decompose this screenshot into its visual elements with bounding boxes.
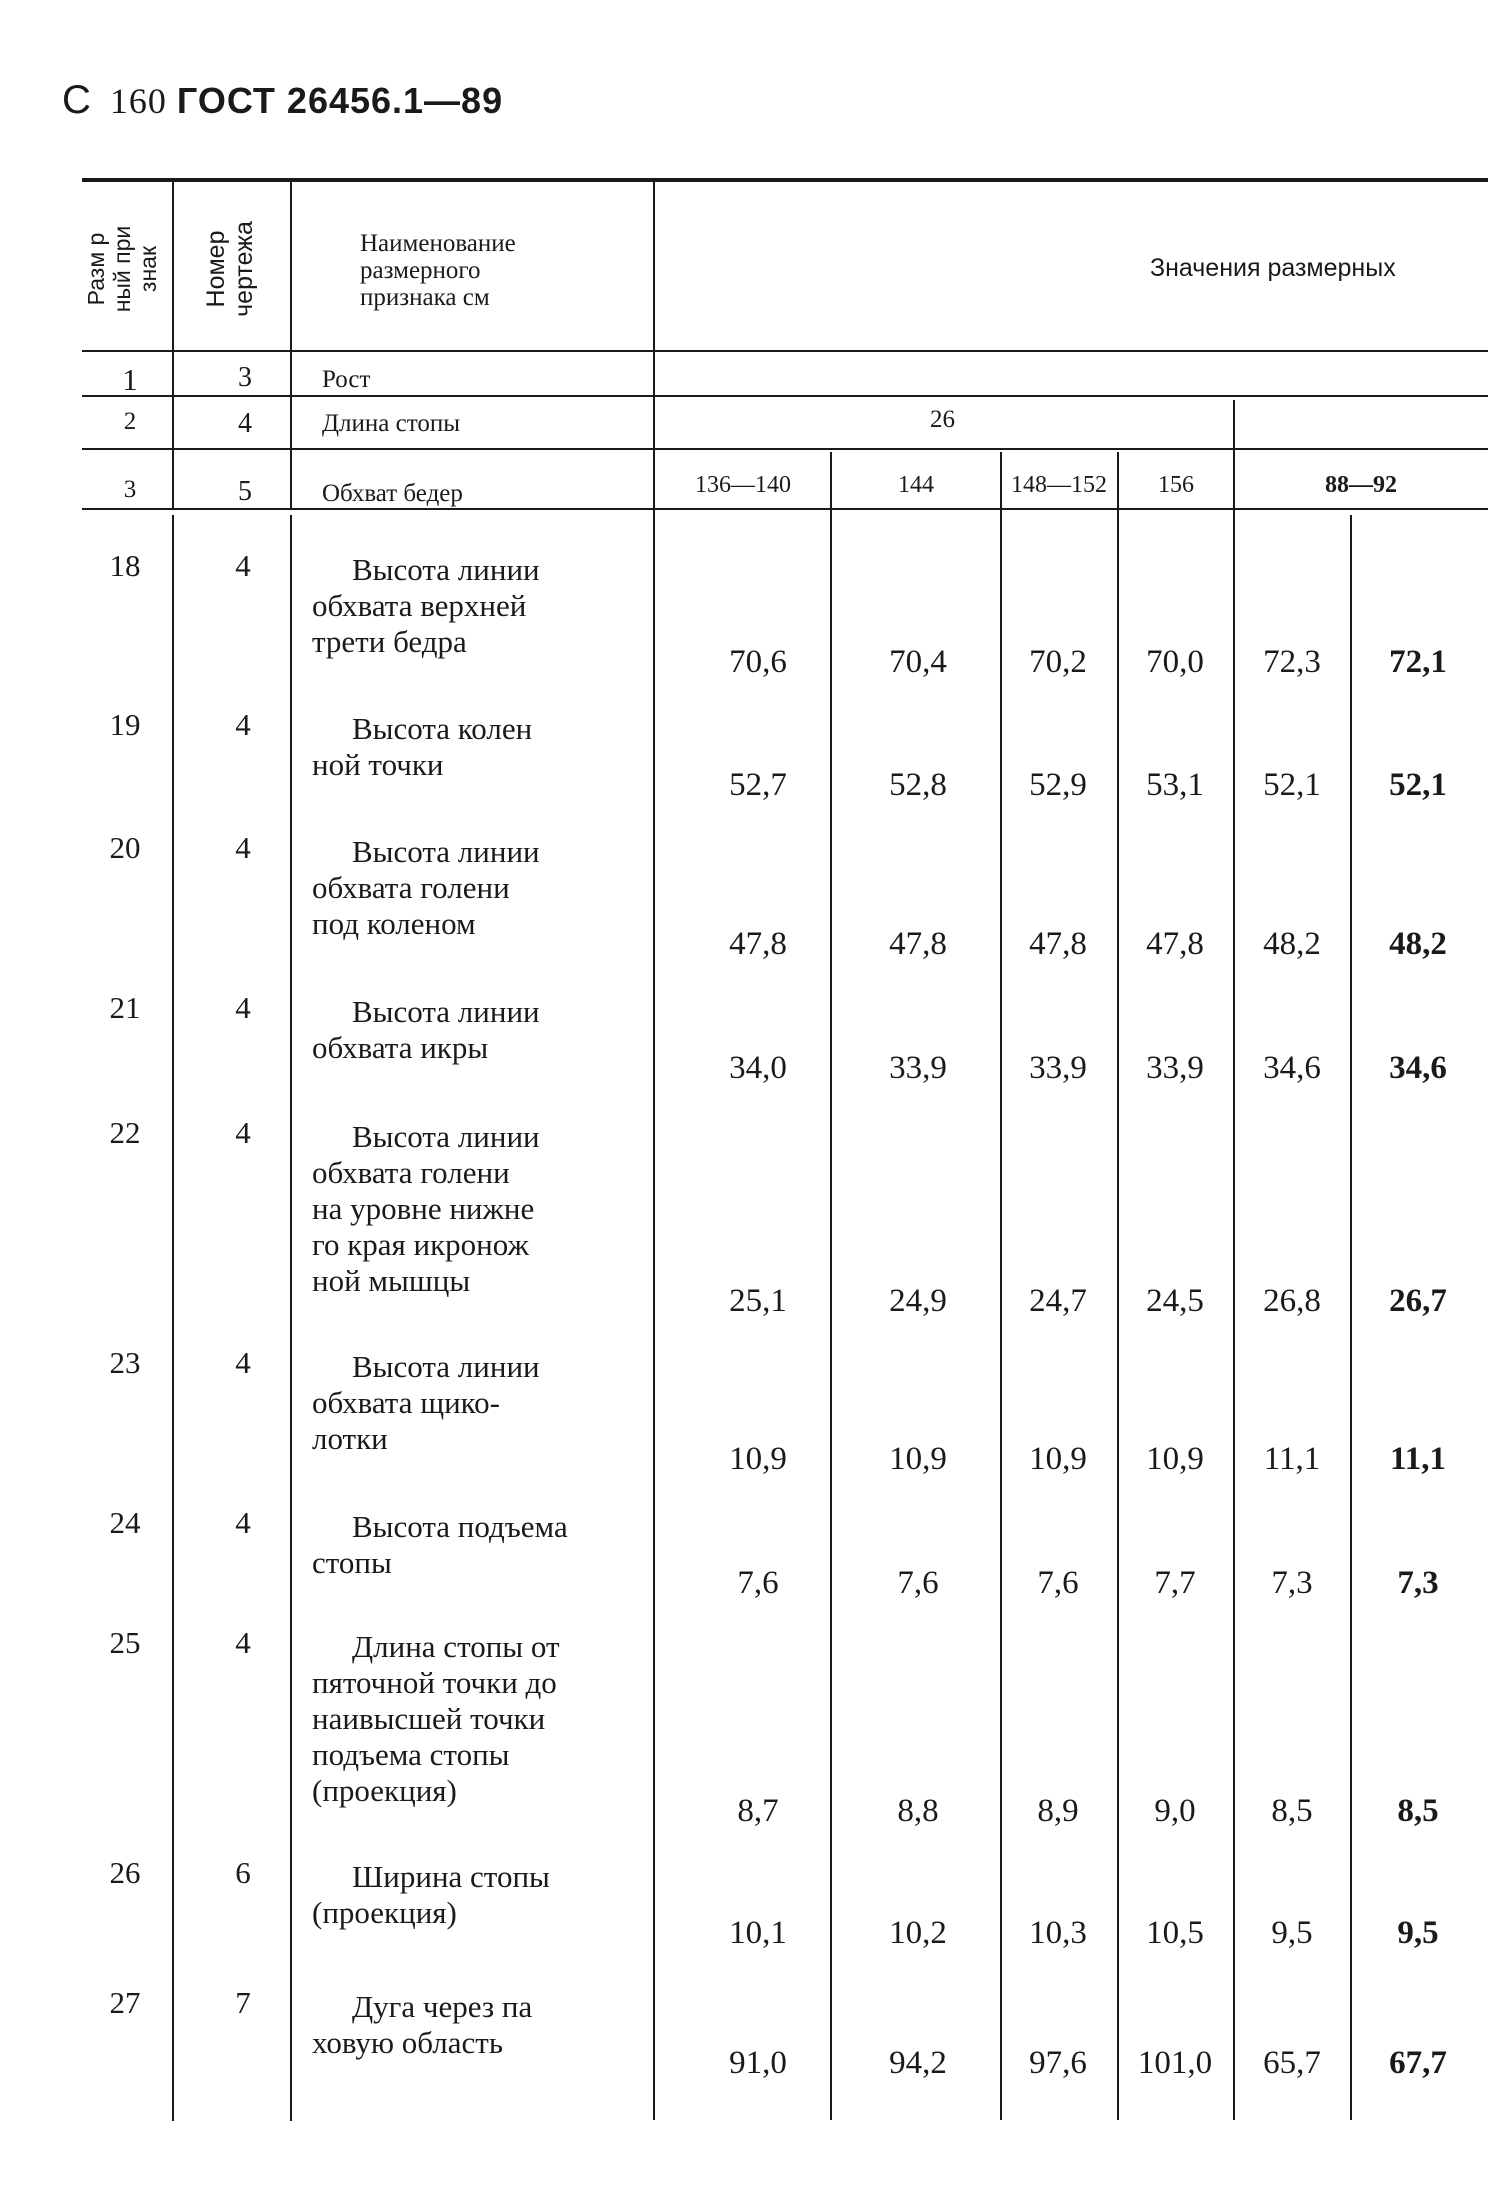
- row-number: 20: [109, 830, 141, 865]
- row-value: 47,8: [889, 926, 947, 962]
- row-value: 91,0: [729, 2045, 787, 2081]
- row-name-line: стопы: [312, 1545, 392, 1580]
- row-number: 27: [109, 1985, 141, 2020]
- row-value: 48,2: [1389, 926, 1447, 962]
- page-header: [62, 78, 503, 123]
- row-value: 67,7: [1389, 2045, 1447, 2081]
- row-value: 25,1: [729, 1283, 787, 1319]
- row-value: 8,5: [1271, 1793, 1313, 1829]
- row-name-line: Высота линии: [352, 1119, 540, 1154]
- row-number: 23: [109, 1345, 141, 1380]
- row-name-line: Высота линии: [352, 1349, 540, 1384]
- row-value: 8,9: [1037, 1793, 1079, 1829]
- param-drawing: 5: [238, 476, 252, 507]
- row-value: 52,1: [1389, 767, 1447, 803]
- col-rule: [290, 180, 292, 508]
- col-rule: [1233, 400, 1235, 440]
- row-name-line: наивысшей точки: [312, 1701, 546, 1736]
- row-value: 11,1: [1390, 1441, 1446, 1477]
- row-value: 7,7: [1154, 1565, 1196, 1601]
- row-value: 48,2: [1263, 926, 1321, 962]
- table-top-rule: [82, 178, 1488, 182]
- row-value: 9,5: [1397, 1915, 1439, 1951]
- row-rule: [82, 448, 1488, 450]
- col-rule: [172, 515, 174, 2121]
- row-value: 9,0: [1154, 1793, 1196, 1829]
- row-value: 10,2: [889, 1915, 947, 1951]
- row-drawing: 4: [235, 707, 251, 742]
- row-name-line: (проекция): [312, 1895, 457, 1930]
- row-name-line: Высота колен: [352, 711, 533, 746]
- row-value: 24,9: [889, 1283, 947, 1319]
- row-value: 11,1: [1263, 1441, 1321, 1477]
- row-number: 18: [109, 548, 141, 583]
- row-value: 9,5: [1271, 1915, 1313, 1951]
- page-number: 160: [109, 81, 167, 121]
- row-value: 33,9: [1029, 1050, 1087, 1086]
- col-header-name: Наименование размерного признака см: [360, 230, 516, 311]
- row-value: 10,5: [1146, 1915, 1204, 1951]
- row-name-line: ной точки: [312, 747, 444, 782]
- row-value: 47,8: [1146, 926, 1204, 962]
- row-value: 70,6: [729, 644, 787, 680]
- col-header-drawing: Номер чертежа: [202, 221, 258, 317]
- col-header-number: Разм р ный при знак: [83, 225, 161, 313]
- col-rule: [290, 515, 292, 2121]
- param-name: Рост: [322, 366, 371, 393]
- row-value: 34,0: [729, 1050, 787, 1086]
- row-value: 7,6: [897, 1565, 939, 1601]
- row-value: 34,6: [1263, 1050, 1321, 1086]
- param-drawing: 3: [238, 362, 252, 393]
- row-value: 8,5: [1397, 1793, 1439, 1829]
- hip-range: 156: [1158, 472, 1194, 498]
- row-drawing: 4: [235, 990, 251, 1025]
- row-name-line: го края икронож: [312, 1227, 529, 1262]
- row-value: 52,8: [889, 767, 947, 803]
- row-name-line: обхвата щико-: [312, 1385, 500, 1420]
- header-rule: [82, 350, 1488, 352]
- row-name-line: обхвата верхней: [312, 588, 527, 623]
- row-name-line: ной мышцы: [312, 1263, 471, 1298]
- row-value: 52,7: [729, 767, 787, 803]
- param-num: 3: [123, 476, 137, 503]
- row-value: 7,6: [737, 1565, 779, 1601]
- col-header-values: Значения размерных: [1150, 254, 1396, 282]
- col-rule: [172, 180, 174, 508]
- row-value: 70,2: [1029, 644, 1087, 680]
- standard-title: ГОСТ 26456.1—89: [176, 80, 504, 121]
- param-name: Обхват бедер: [322, 480, 463, 507]
- row-value: 70,0: [1146, 644, 1204, 680]
- row-name-line: ховую область: [312, 2025, 503, 2060]
- row-number: 24: [109, 1505, 141, 1540]
- hip-range: 148—152: [1011, 472, 1107, 498]
- row-number: 25: [109, 1625, 141, 1660]
- row-drawing: 4: [235, 548, 251, 583]
- row-value: 34,6: [1389, 1050, 1447, 1086]
- hip-range: 136—140: [695, 472, 791, 498]
- row-value: 52,1: [1263, 767, 1321, 803]
- row-drawing: 4: [235, 1345, 251, 1380]
- col-rule: [1117, 452, 1119, 2120]
- row-value: 8,7: [737, 1793, 779, 1829]
- row-name-line: обхвата голени: [312, 870, 510, 905]
- row-name-line: Длина стопы от: [352, 1629, 560, 1664]
- row-rule: [82, 395, 1488, 397]
- row-value: 47,8: [729, 926, 787, 962]
- hip-range: 88—92: [1325, 472, 1397, 498]
- param-num: 2: [123, 408, 137, 435]
- row-value: 7,3: [1397, 1565, 1439, 1601]
- row-name-line: Высота линии: [352, 994, 540, 1029]
- row-value: 10,9: [729, 1441, 787, 1477]
- row-name-line: трети бедра: [312, 624, 467, 659]
- row-value: 24,5: [1146, 1283, 1204, 1319]
- row-drawing: 6: [235, 1855, 251, 1890]
- col-rule: [653, 180, 655, 2120]
- row-value: 53,1: [1146, 767, 1204, 803]
- row-name-line: обхвата икры: [312, 1030, 489, 1065]
- row-drawing: 4: [235, 1115, 251, 1150]
- row-value: 33,9: [889, 1050, 947, 1086]
- row-name-line: пяточной точки до: [312, 1665, 557, 1700]
- row-name-line: под коленом: [312, 906, 476, 941]
- row-drawing: 7: [235, 1985, 251, 2020]
- row-value: 10,9: [1029, 1441, 1087, 1477]
- row-value: 101,0: [1137, 2045, 1213, 2081]
- row-name-line: Дуга через па: [352, 1989, 533, 2024]
- row-number: 26: [109, 1855, 141, 1890]
- param-name: Длина стопы: [322, 410, 461, 437]
- row-value: 10,9: [889, 1441, 947, 1477]
- row-value: 10,1: [729, 1915, 787, 1951]
- row-value: 52,9: [1029, 767, 1087, 803]
- row-value: 10,9: [1146, 1441, 1204, 1477]
- row-drawing: 4: [235, 830, 251, 865]
- row-value: 72,3: [1263, 644, 1321, 680]
- row-value: 7,6: [1037, 1565, 1079, 1601]
- row-name-line: (проекция): [312, 1773, 457, 1808]
- row-value: 26,8: [1263, 1283, 1321, 1319]
- row-value: 7,3: [1271, 1565, 1313, 1601]
- row-name-line: Высота подъема: [352, 1509, 568, 1544]
- row-number: 22: [109, 1115, 141, 1150]
- row-value: 33,9: [1146, 1050, 1204, 1086]
- hip-range: 144: [898, 472, 934, 498]
- row-name-line: обхвата голени: [312, 1155, 510, 1190]
- row-value: 47,8: [1029, 926, 1087, 962]
- params-bottom-rule: [82, 508, 1488, 510]
- col-rule: [1233, 400, 1235, 2120]
- row-drawing: 4: [235, 1505, 251, 1540]
- page-prefix: С: [62, 78, 92, 122]
- param-drawing: 4: [238, 408, 252, 439]
- row-value: 97,6: [1029, 2045, 1087, 2081]
- row-value: 26,7: [1389, 1283, 1447, 1319]
- row-number: 21: [109, 990, 141, 1025]
- row-name-line: Ширина стопы: [352, 1859, 550, 1894]
- row-name-line: подъема стопы: [312, 1737, 510, 1772]
- param-num: 1: [122, 362, 138, 397]
- row-name-line: Высота линии: [352, 834, 540, 869]
- row-number: 19: [109, 707, 141, 742]
- row-name-line: на уровне нижне: [312, 1191, 535, 1226]
- row-value: 10,3: [1029, 1915, 1087, 1951]
- row-value: 24,7: [1029, 1283, 1087, 1319]
- row-value: 65,7: [1263, 2045, 1321, 2081]
- col-rule: [1350, 515, 1352, 2120]
- row-value: 72,1: [1389, 644, 1447, 680]
- row-value: 94,2: [889, 2045, 947, 2081]
- foot-length-value: 26: [930, 406, 955, 433]
- row-drawing: 4: [235, 1625, 251, 1660]
- row-name-line: лотки: [312, 1421, 388, 1456]
- row-value: 8,8: [897, 1793, 939, 1829]
- row-name-line: Высота линии: [352, 552, 540, 587]
- col-rule: [830, 452, 832, 2120]
- col-rule: [1000, 452, 1002, 2120]
- row-value: 70,4: [889, 644, 947, 680]
